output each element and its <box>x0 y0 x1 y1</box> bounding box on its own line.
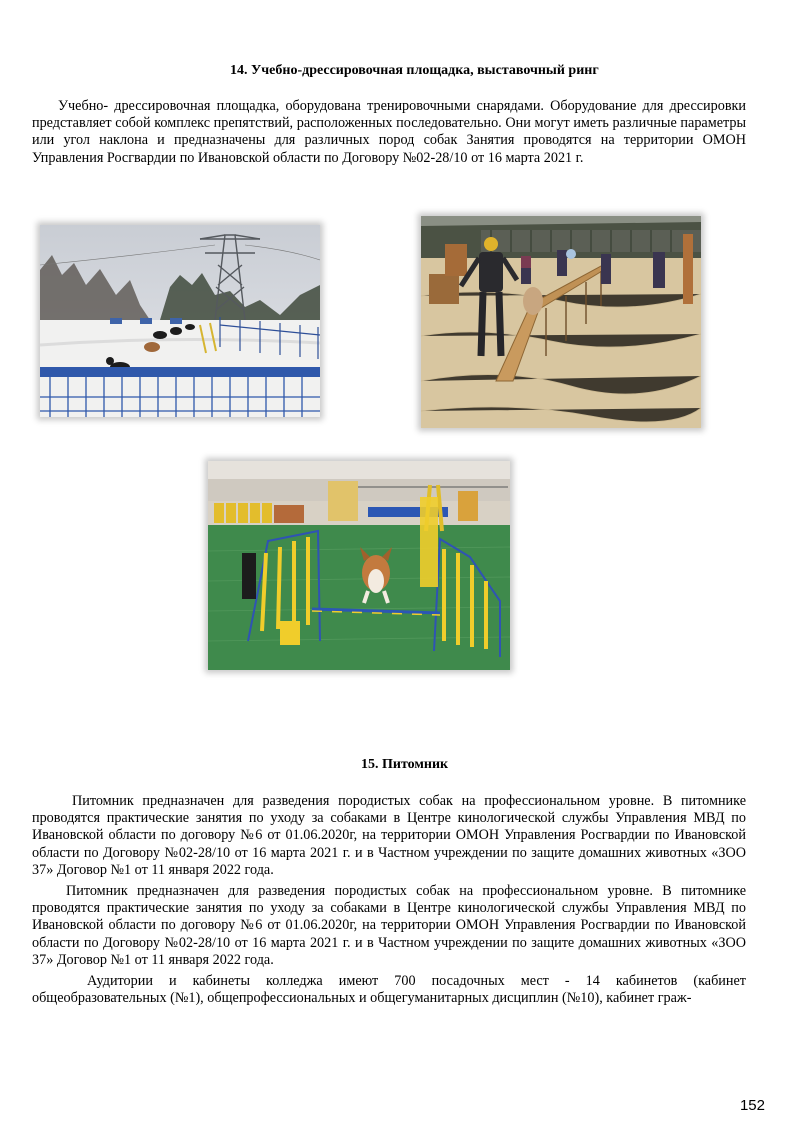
section-14-paragraph: Учебно- дрессировочная площадка, оборудована тренировочными снарядами. Оборудование для дрессировки представляет собой комплекс препятствий, расположенных последовательно. Они могут иметь различные параметры или угол наклона и предназначены для различных пород собак Занятия проводятся на территории ОМОН Управления Росгвардии по Ивановской области по Договору №02-28/10 от 16 марта 2021 г. <box>32 98 746 166</box>
section-15-paragraph-2: Питомник предназначен для разведения породистых собак на профессиональном уровне. В питомнике проводятся практические занятия по уходу за собаками в Центре кинологической службы Управления МВД по Ивановской области по договору №6 от 01.06.2020г, на территории ОМОН Управления Росгвардии по Ивановской области по Договору №02-28/10 от 16 марта 2021 г. и в Частном учреждении по защите домашних животных «ЗОО 37» Договор №1 от 11 января 2022 года. <box>32 883 746 968</box>
section-14-title: 14. Учебно-дрессировочная площадка, выставочный ринг <box>230 63 599 78</box>
sand-agility-ramp-photo <box>421 216 701 428</box>
section-15-title: 15. Питомник <box>361 757 449 772</box>
page-number: 152 <box>739 1097 765 1114</box>
snowy-training-ground-photo <box>40 225 320 417</box>
section-15-paragraph-1: Питомник предназначен для разведения породистых собак на профессиональном уровне. В питомнике проводятся практические занятия по уходу за собаками в Центре кинологической службы Управления МВД по Ивановской области по договору №6 от 01.06.2020г, на территории ОМОН Управления Росгвардии по Ивановской области по Договору №02-28/10 от 16 марта 2021 г. и в Частном учреждении по защите домашних животных «ЗОО 37» Договор №1 от 11 января 2022 года. <box>32 793 746 878</box>
section-15-paragraph-3: Аудитории и кабинеты колледжа имеют 700 посадочных мест - 14 кабинетов (кабинет общеобразовательных (№1), общепрофессиональных и общегуманитарных дисциплин (№10), кабинет граж- <box>32 973 746 1007</box>
indoor-agility-jump-photo <box>208 461 510 670</box>
